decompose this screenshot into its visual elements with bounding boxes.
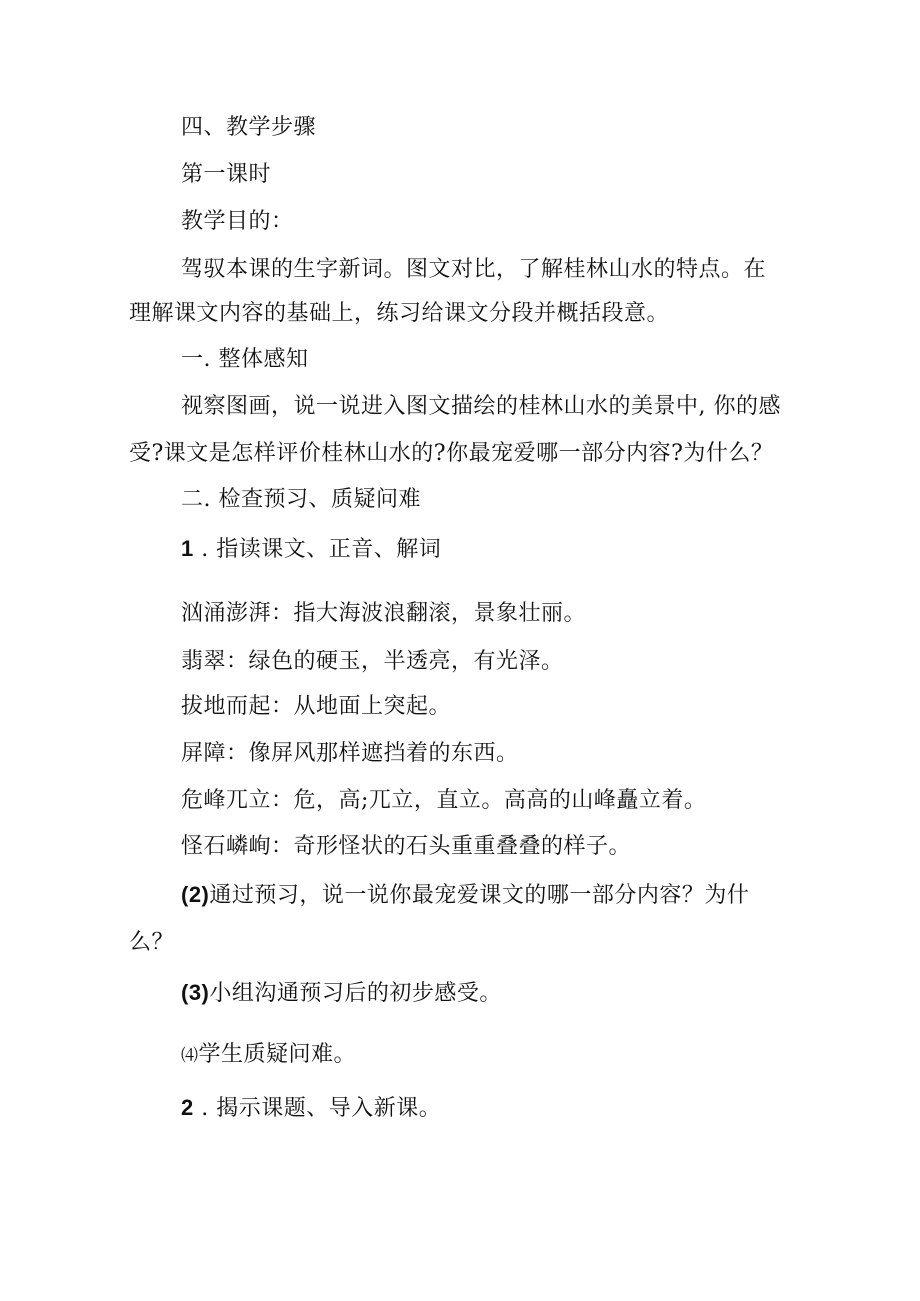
glossary-entry: 翡翠：绿色的硬玉，半透亮，有光泽。 — [181, 649, 564, 674]
objective-text-line-1: 驾驭本课的生字新词。图文对比，了解桂林山水的特点。在 — [181, 257, 767, 282]
sub-item-2-line-1 — [181, 880, 749, 911]
item-2-number: 2 — [181, 1095, 194, 1120]
item-1-text: . 指读课文、正音、解词 — [193, 537, 442, 562]
sub-item-4-text: 学生质疑问难。 — [198, 1042, 357, 1067]
sub-item-3-number: (3) — [181, 980, 210, 1005]
glossary-entry: 拔地而起：从地面上突起。 — [181, 694, 452, 719]
item-2 — [181, 1093, 441, 1124]
item-2-text: . 揭示课题、导入新课。 — [193, 1096, 442, 1121]
objective-text-line-2: 理解课文内容的基础上，练习给课文分段并概括段意。 — [129, 301, 670, 326]
item-1-number: 1 — [181, 536, 194, 561]
sub-item-2-number: (2) — [181, 882, 210, 907]
sub-item-2-line-2: 么？ — [129, 930, 175, 955]
sub-item-3 — [181, 978, 502, 1009]
glossary-entry: 屏障：像屏风那样遮挡着的东西。 — [181, 741, 519, 766]
glossary-entry: 汹涌澎湃：指大海波浪翻滚，景象壮丽。 — [181, 601, 587, 626]
section-check-preview: 二. 检查预习、质疑问难 — [181, 487, 421, 512]
section-overall-perception: 一. 整体感知 — [181, 347, 309, 372]
glossary-entry: 危峰兀立：危，高;兀立，直立。高高的山峰矗立着。 — [181, 788, 707, 813]
item-1 — [181, 534, 441, 565]
glossary-entry: 怪石嶙峋：奇形怪状的石头重重叠叠的样子。 — [181, 834, 632, 859]
perception-text-line-1: 视察图画，说一说进入图文描绘的桂林山水的美景中, 你的感 — [181, 394, 781, 419]
sub-item-4 — [181, 1040, 356, 1071]
sub-item-3-text: 小组沟通预习后的初步感受。 — [209, 981, 502, 1006]
objective-label: 教学目的： — [181, 209, 294, 234]
sub-item-2-text: 通过预习，说一说你最宠爱课文的哪一部分内容？为什 — [209, 883, 750, 908]
perception-text-line-2: 受?课文是怎样评价桂林山水的?你最宠爱哪一部分内容?为什么？ — [129, 441, 774, 466]
sub-item-4-number: ⑷ — [181, 1046, 199, 1066]
lesson-period: 第一课时 — [181, 162, 272, 187]
heading-teaching-steps: 四、教学步骤 — [181, 115, 317, 140]
